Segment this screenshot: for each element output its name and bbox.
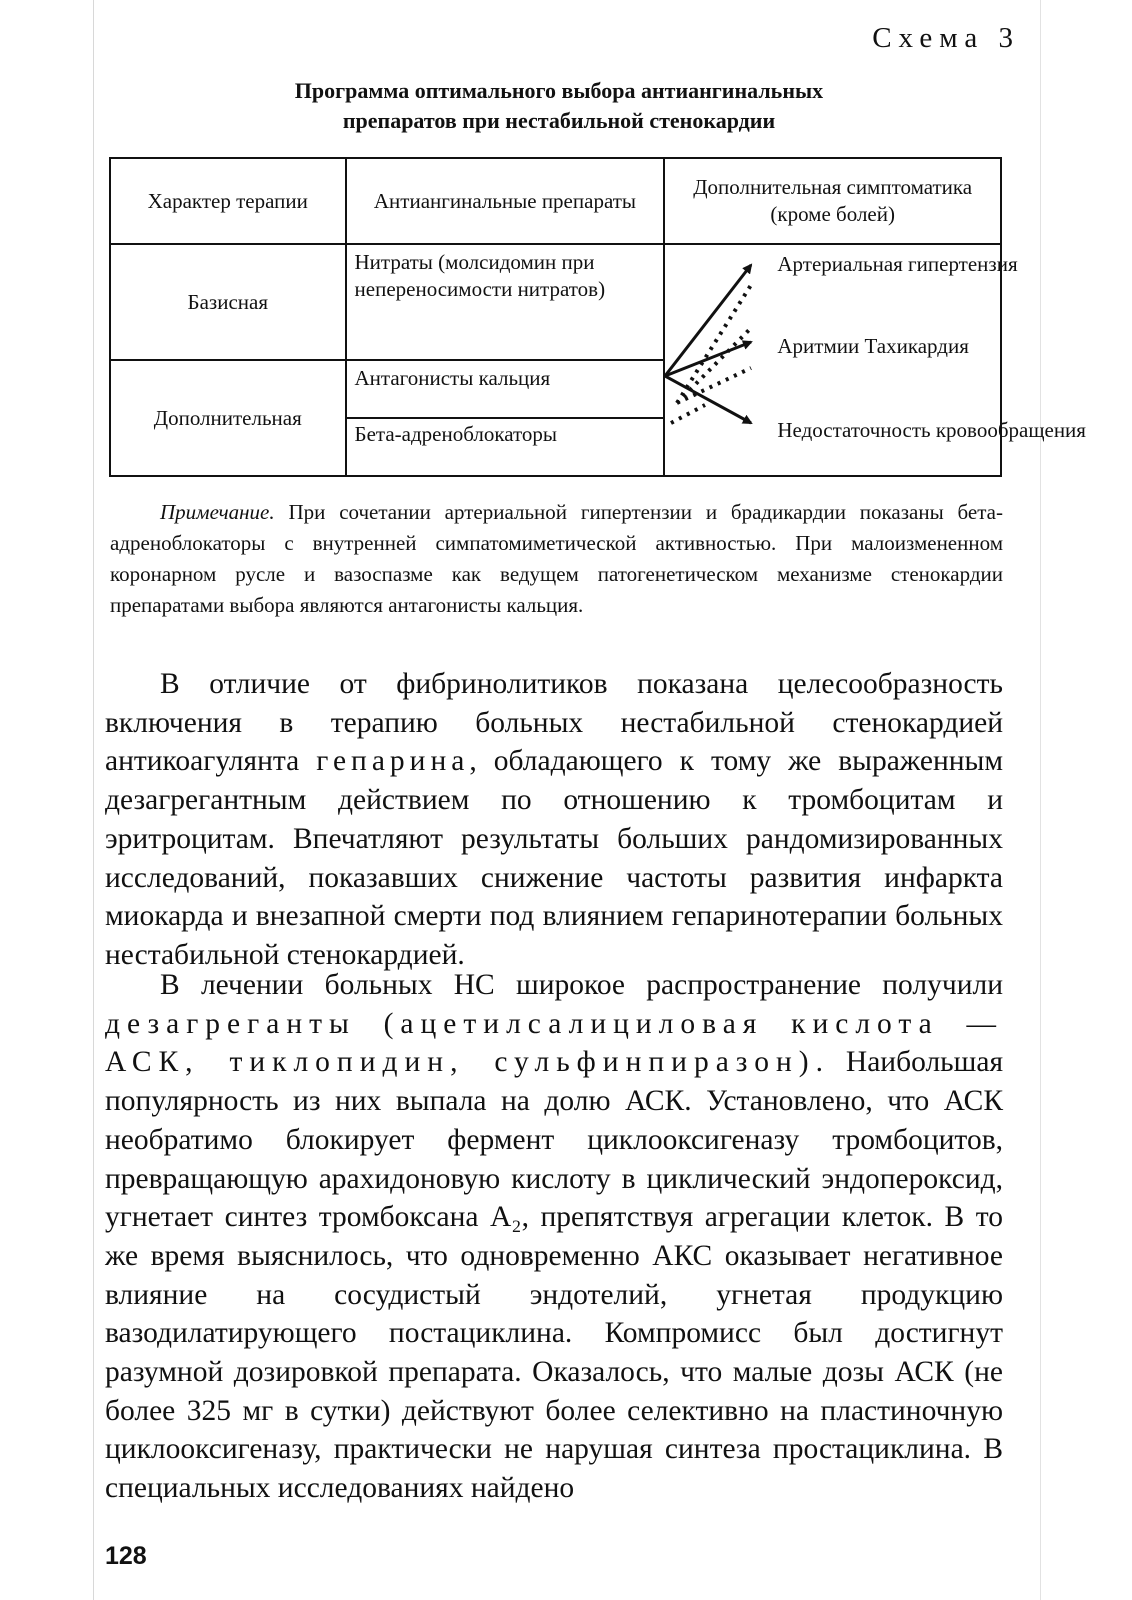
- paragraph-heparin: [105, 665, 1003, 975]
- p1-end: , обладающего к тому же выраженным дезагрегантным действием по отношению к тромбоцитам и эритроцитам. Впечатляют результаты больших рандомизированных исследований, показавших снижение частоты развития инфаркта миокарда и внезапной смерти под влиянием гепаринотерапии больных нестабильной стенокардией.: [105, 745, 1004, 971]
- scheme-title-line-2: препаратов при нестабильной стенокардии: [342, 108, 776, 133]
- header-drugs: Антиангинальные препараты: [346, 158, 665, 244]
- therapy-additional: Дополнительная: [110, 360, 346, 476]
- scheme-title-line-1: Программа оптимального выбора антиангинальных: [294, 78, 824, 103]
- header-therapy: Характер терапии: [110, 158, 346, 244]
- p1-term: гепарина: [316, 745, 470, 778]
- symptom-hypertension: Артериальная гипертензия: [777, 252, 1018, 276]
- p2-end: . Наибольшая популярность из них выпала на долю АСК. Установлено, что АСК необратимо блокирует фермент циклооксигеназу тромбоцитов, превращающую арахидоновую кислоту в циклический эндопероксид, угнетает синтез тромбоксана А₂, препятствуя агрегации клеток. В то же время выяснилось, что одновременно АКС оказывает негативное влияние на сосудистый эндотелий, угнетая продукцию вазодилатирующего постациклина. Компромисс был достигнут разумной дозировкой препарата. Оказалось, что малые дозы АСК (не более 325 мг в сутки) действуют более селективно на пластиночную циклооксигеназу, практически не нарушая синтеза простациклина. В специальных исследованиях найдено: [105, 1046, 1004, 1505]
- scheme-label: Схема 3: [872, 22, 1020, 54]
- drug-calcium-antagonists: Антагонисты кальция: [346, 360, 665, 418]
- drug-beta-blockers: Бета-адреноблокаторы: [346, 418, 665, 476]
- note-text: При сочетании артериальной гипертензии и брадикардии показаны бета-адреноблокаторы с внутренней симпатомиметической активностью. При малоизмененном коронарном русле и вазоспазме как ведущем патогенетическом механизме стенокардии препаратами выбора являются антагонисты кальция.: [110, 500, 1003, 617]
- arrow-solid-heart-failure: [665, 376, 751, 423]
- symptom-cell: [664, 244, 1086, 476]
- header-symptoms: Дополнительная симптоматика (кроме болей): [664, 158, 1001, 244]
- table-note: [110, 497, 1003, 621]
- p2-start: В лечении больных НС широкое распространение получили: [160, 969, 1003, 1001]
- p1-start: В отличие от фибринолитиков показана целесообразность включения в терапию больных нестабильной стенокардией антикоагулянта: [105, 668, 1003, 778]
- table-header-row: [110, 158, 1001, 244]
- p2-term: дезагреганты (ацетилсалициловая кислота — АСК, тиклопидин, сульфинпиразон): [105, 1007, 1003, 1079]
- note-label: Примечание.: [160, 500, 275, 524]
- symptom-heart-failure: Недостаточность кровообращения: [777, 418, 1086, 442]
- page-number: 128: [105, 1542, 147, 1570]
- page-edge-right: [1040, 0, 1041, 1600]
- table-row: [110, 244, 1001, 360]
- paragraph-antiplatelet: [105, 966, 1003, 1508]
- therapy-basic: Базисная: [110, 244, 346, 360]
- page-edge-left: [93, 0, 94, 1600]
- drug-nitrates: Нитраты (молсидомин при непереносимости нитратов): [346, 244, 665, 360]
- arrow-dotted-4: [671, 405, 705, 423]
- drug-selection-table: [109, 157, 1086, 477]
- symptom-arrhythmia: Аритмии Тахикардия: [777, 334, 969, 358]
